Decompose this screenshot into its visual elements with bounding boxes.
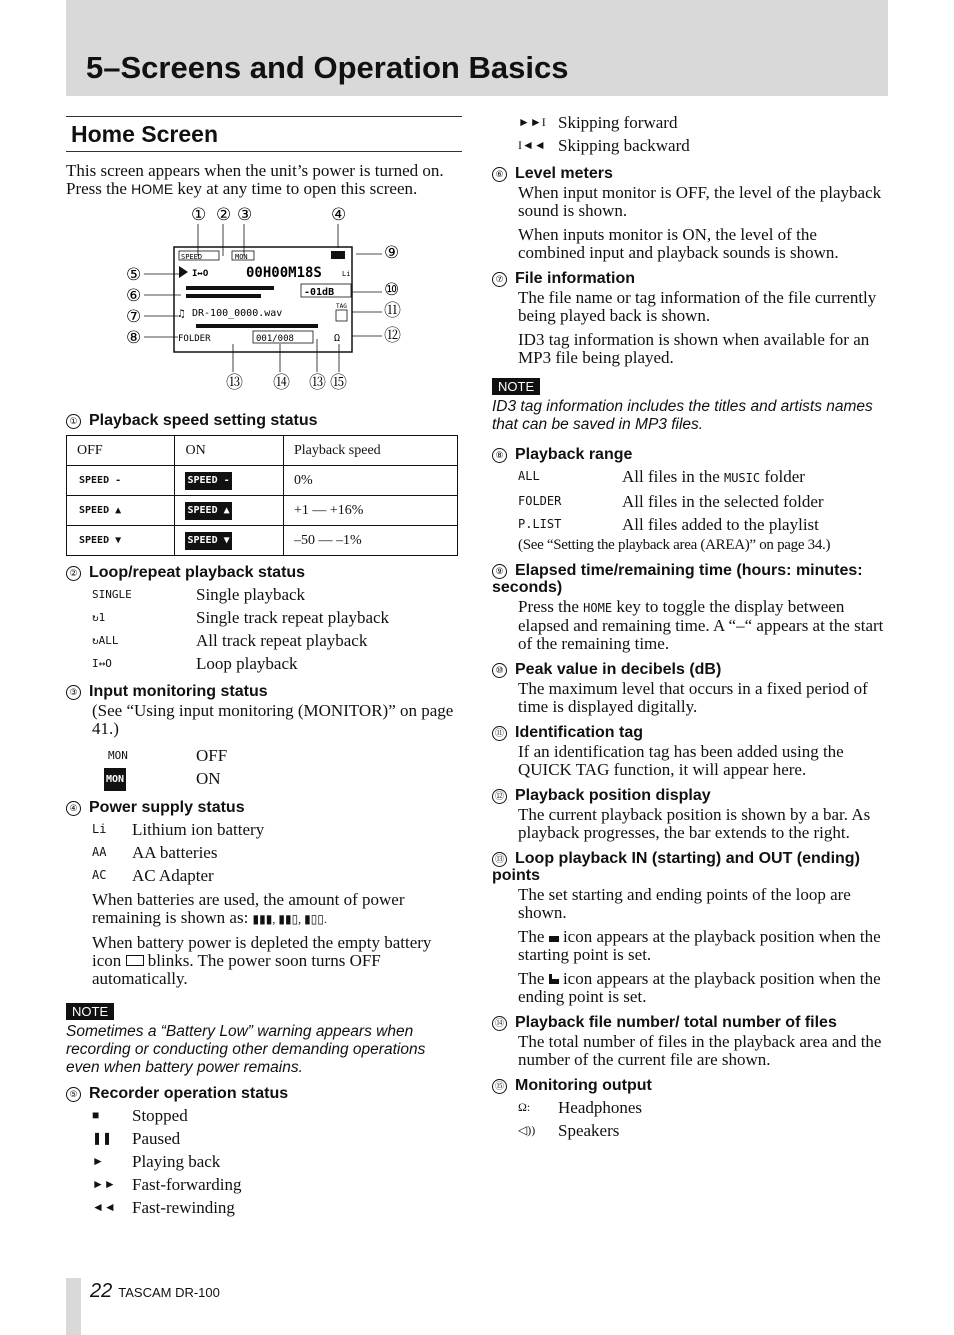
- lcd-file: DR-100_0000.wav: [192, 308, 283, 319]
- callout-13: ⑬: [226, 373, 243, 393]
- right-column: ►►I Skipping forward I◄◄ Skipping backward ⑥ Level meters When input monitor is OFF, the level of the playback sound is shown. When inputs monitor is ON, the level of the combined input and playback sounds is shown. ⑦ File information The file name or tag information of the file currently being played back is shown. ID3 tag information is shown when available for an MP3 file being played. NOTE ID3 tag information includes the titles and artists names that can be saved in MP3 files. ⑧ Playback range ALL All files in the MUSIC folder FOLDER All files in the selected folder P.LIST All files added to the playlist (See “Setting the playback area (AREA)” on page 34.) ⑨ Elapsed time/remaining time (hours: minutes: seconds) Press the HOME key to toggle the display between elapsed and remaining time. A “–“ appears at the start of the remaining time. ⑩ Peak value in decibels (dB) The maximum level that occurs in a fixed period of time is displayed digitally. ⑪ Identification tag If an identification tag has been added using the QUICK TAG function, it will appear here. ⑫ Playback position display The current playback position is shown by a bar. As playback progresses, the bar extends to the right. ⑬ Loop playback IN (starting) and OUT (ending) points The set starting and ending points of the loop are shown. The icon appears at the playback position when the starting point is set. The icon appears at the playback position when the ending point is set. ⑭ Playback file number/ total number of files The total number of files in the playback area and the number of the current file are shown. ⑮ Monitoring output Ω: Headphones ◁)) Speakers: [492, 116, 888, 1142]
- rewind-icon: ◄◄: [92, 1200, 116, 1214]
- callout-12: ⑫: [384, 326, 401, 346]
- callout-15: ⑮: [330, 373, 347, 393]
- lcd-tag: TAG: [336, 303, 347, 310]
- power-status: Li Lithium ion battery AA AA batteries AC AC Adapter When batteries are used, the amount of power remaining is shown as: ▮▮▮, ▮▮▯, ▮▯▯. When battery power is depleted the empty battery icon blinks. The power soon turns OFF automatically.: [92, 818, 462, 988]
- item-8-heading: ⑧ Playback range: [492, 446, 888, 463]
- lcd-mon: MON: [235, 253, 248, 261]
- callout-6: ⑥: [126, 286, 142, 306]
- table-header-row: [67, 436, 458, 466]
- item-11-heading: ⑪ Identification tag: [492, 724, 888, 741]
- item-12-heading: ⑫ Playback position display: [492, 787, 888, 804]
- play-icon: ►: [92, 1154, 104, 1168]
- list-item: AA AA batteries: [92, 843, 218, 862]
- svg-text:I↔O: I↔O: [192, 269, 209, 279]
- item-15-heading: ⑮ Monitoring output: [492, 1077, 888, 1094]
- list-item: ►►I Skipping forward: [518, 113, 678, 132]
- fast-forward-icon: ►►: [92, 1177, 116, 1191]
- item-1-heading: ① Playback speed setting status: [66, 412, 462, 429]
- svg-text:♫: ♫: [178, 307, 185, 320]
- lcd-range: FOLDER: [178, 334, 211, 344]
- callout-13b: ⑬: [309, 373, 326, 393]
- item-3-heading: ③ Input monitoring status: [66, 683, 462, 700]
- item-5-heading: ⑤ Recorder operation status: [66, 1085, 462, 1102]
- callout-10: ⑩: [384, 280, 400, 300]
- lcd-count: 001/008: [256, 334, 294, 344]
- callout-7: ⑦: [126, 307, 142, 327]
- speed-down-on-icon: SPEED ▼: [185, 532, 231, 550]
- list-item: I◄◄ Skipping backward: [518, 136, 690, 155]
- list-item: ► Playing back: [92, 1152, 221, 1171]
- loop-in-icon: [549, 932, 559, 942]
- list-item: MON OFF: [92, 744, 462, 767]
- loop-out-icon: [549, 974, 559, 984]
- headphones-icon: Ω:: [518, 1100, 531, 1114]
- speed-down-off-icon: SPEED ▼: [79, 535, 122, 546]
- recorder-status-list-continued: [518, 111, 888, 157]
- list-item: ◁)) Speakers: [518, 1121, 620, 1140]
- speed-off-icon: SPEED -: [79, 475, 122, 486]
- speed-up-off-icon: SPEED ▲: [79, 505, 122, 516]
- item-2-heading: ② Loop/repeat playback status: [66, 564, 462, 581]
- list-item: ◄◄ Fast-rewinding: [92, 1198, 235, 1217]
- loop-icon: I↔O: [92, 657, 112, 670]
- list-item: AC AC Adapter: [92, 866, 214, 885]
- monitor-off-icon: MON: [108, 749, 128, 762]
- skip-backward-icon: I◄◄: [518, 138, 546, 152]
- list-item: ❚❚ Paused: [92, 1129, 181, 1148]
- table-header: ON: [175, 436, 283, 466]
- section-title: Home Screen: [66, 116, 462, 152]
- list-item: SINGLE Single playback: [92, 585, 306, 604]
- recorder-status-list: [92, 1104, 462, 1219]
- speed-up-on-icon: SPEED ▲: [185, 502, 231, 520]
- empty-battery-icon: [126, 955, 144, 966]
- list-item: ↻1 Single track repeat playback: [92, 608, 390, 627]
- list-item: ►► Fast-forwarding: [92, 1175, 242, 1194]
- list-item: I↔O Loop playback: [92, 654, 298, 673]
- speed-on-icon: SPEED -: [185, 472, 231, 490]
- footer-band: [66, 1278, 81, 1335]
- lcd-time: 00H00M18S: [246, 265, 322, 281]
- loop-status-list: [92, 583, 462, 675]
- list-item: ALL All files in the MUSIC folder: [518, 465, 888, 490]
- playback-range-list: ALL All files in the MUSIC folder FOLDER All files in the selected folder P.LIST All files added to the playlist (See “Setting the playback area (AREA)” on page 34.): [518, 465, 888, 554]
- table-row: SPEED ▲ SPEED ▲ +1 — +16%: [67, 496, 458, 526]
- stop-icon: ■: [92, 1108, 100, 1122]
- callout-5: ⑤: [126, 265, 142, 285]
- lcd-diagram: [66, 204, 462, 404]
- range-folder-label: FOLDER: [518, 494, 562, 508]
- table-row: SPEED ▼ SPEED ▼ –50 — –1%: [67, 526, 458, 556]
- list-item: FOLDER All files in the selected folder: [518, 492, 824, 511]
- chapter-title: 5–Screens and Operation Basics: [86, 50, 569, 85]
- repeat-one-icon: ↻1: [92, 611, 106, 624]
- monitor-on-icon: MON: [104, 768, 126, 791]
- skip-forward-icon: ►►I: [518, 115, 546, 129]
- monitoring-output-list: [518, 1096, 888, 1142]
- single-icon: SINGLE: [92, 588, 132, 601]
- left-column: [66, 116, 462, 1219]
- lcd-speed: SPEED: [181, 253, 203, 261]
- lcd-peak: -01dB: [304, 287, 335, 298]
- repeat-all-icon: ↻ALL: [92, 634, 119, 647]
- note-1: NOTE Sometimes a “Battery Low” warning appears when recording or conducting other demanding operations even when battery power remains.: [66, 1004, 426, 1076]
- item-14-heading: ⑭ Playback file number/ total number of files: [492, 1014, 888, 1031]
- note-2: NOTE ID3 tag information includes the titles and artists names that can be saved in MP3 files.: [492, 379, 873, 433]
- intro-paragraph: This screen appears when the unit’s power is turned on. Press the HOME key at any time to open this screen.: [66, 161, 444, 198]
- list-item: Li Lithium ion battery: [92, 820, 265, 839]
- lcd-battery: Li: [342, 270, 351, 278]
- table-header: Playback speed: [283, 436, 457, 466]
- table-row: SPEED - SPEED - 0%: [67, 466, 458, 496]
- callout-3: ③: [237, 205, 253, 225]
- callout-1: ①: [191, 205, 207, 225]
- callout-9: ⑨: [384, 243, 400, 263]
- pause-icon: ❚❚: [92, 1131, 113, 1145]
- list-item: MON ON: [92, 767, 462, 791]
- item-10-heading: ⑩ Peak value in decibels (dB): [492, 661, 888, 678]
- aa-battery-icon: AA: [92, 845, 107, 859]
- callout-4: ④: [331, 205, 347, 225]
- list-item: P.LIST All files added to the playlist: [518, 515, 819, 534]
- item-13-heading: ⑬ Loop playback IN (starting) and OUT (ending) points: [492, 850, 860, 884]
- item-7-heading: ⑦ File information: [492, 270, 888, 287]
- callout-11: ⑪: [384, 301, 401, 321]
- callout-2: ②: [216, 205, 232, 225]
- battery-levels-icon: ▮▮▮, ▮▮▯, ▮▯▯.: [252, 912, 327, 926]
- list-item: ■ Stopped: [92, 1106, 188, 1125]
- ac-adapter-icon: AC: [92, 868, 107, 882]
- list-item: ↻ALL All track repeat playback: [92, 631, 368, 650]
- list-item: Ω: Headphones: [518, 1098, 643, 1117]
- model-name: TASCAM DR-100: [118, 1285, 220, 1300]
- monitor-status: (See “Using input monitoring (MONITOR)” on page 41.) MON OFF MON ON: [92, 702, 462, 791]
- table-header: OFF: [67, 436, 175, 466]
- item-6-heading: ⑥ Level meters: [492, 165, 888, 182]
- svg-text:Ω: Ω: [334, 333, 341, 344]
- range-playlist-label: P.LIST: [518, 517, 562, 531]
- home-key: HOME: [131, 181, 174, 197]
- callout-14: ⑭: [273, 373, 290, 393]
- speaker-icon: ◁)): [518, 1123, 536, 1137]
- item-9-heading: ⑨ Elapsed time/remaining time (hours: minutes: seconds): [492, 562, 863, 596]
- callout-8: ⑧: [126, 328, 142, 348]
- lithium-battery-icon: Li: [92, 822, 107, 836]
- item-4-heading: ④ Power supply status: [66, 799, 462, 816]
- page-number: 22: [90, 1280, 113, 1302]
- speed-status-table: [66, 435, 458, 556]
- footer: [90, 1282, 220, 1302]
- range-all-label: ALL: [518, 469, 540, 483]
